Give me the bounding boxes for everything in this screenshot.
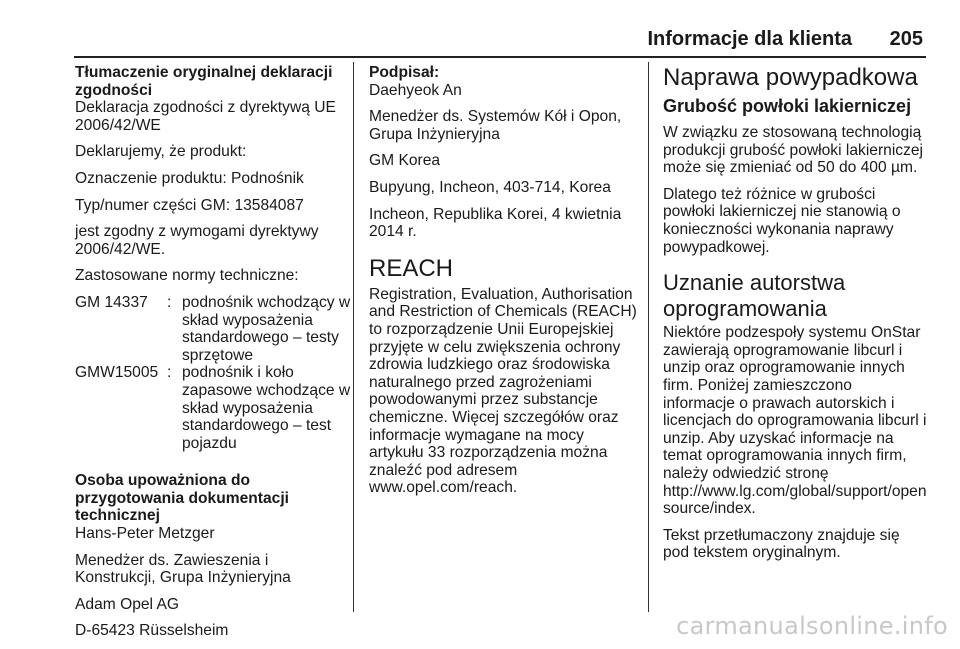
authorized-person-name: Hans-Peter Metzger [75, 525, 215, 543]
software-credits-text: Niektóre podzespoły systemu OnStar zawierają oprogramowanie libcurl i unzip oraz oprogramowanie innych firm. Poniżej zamieszczono informacje o prawach autorskich i licencjach do oprogramowania libcurl i unzip. Aby uzyskać informacje na temat oprogramowania innych firm, należy odwiedzić stronę http://www.lg.com/global/support/opensource/index. [663, 324, 927, 518]
norm-colon: : [167, 293, 172, 311]
column-divider-2 [648, 62, 649, 612]
page-header [0, 28, 960, 58]
header-rule [74, 56, 926, 58]
compliance-text: jest zgodny z wymogami dyrektywy 2006/42/WE. [75, 223, 319, 258]
authorized-person-role: Menedżer ds. Zawieszenia i Konstrukcji, Grupa Inżynieryjna [75, 551, 291, 587]
column-1 [75, 64, 351, 649]
software-credits-title: Uznanie autorstwa oprogramowania [663, 270, 846, 322]
watermark: carmanualsonline.info [676, 612, 948, 640]
norm-description: podnośnik wchodzący w skład wyposażenia standardowego – testy sprzętowe [182, 293, 351, 364]
company-name: Adam Opel AG [75, 595, 180, 613]
reach-title: REACH [369, 254, 454, 282]
declaration-directive: Deklaracja zgodności z dyrektywą UE 2006/42/WE [75, 99, 336, 134]
paint-thickness-text: W związku ze stosowaną technologią produkcji grubość powłoki lakierniczej może się zmieniać od 50 do 400 µm. [663, 124, 924, 177]
norm-description: podnośnik i koło zapasowe wchodzące w skład wyposażenia standardowego – test pojazdu [182, 364, 351, 452]
norm-code: GMW15005 [75, 364, 159, 382]
column-3 [663, 64, 928, 571]
norm-code: GM 14337 [75, 293, 148, 311]
company-address: D-65423 Rüsselsheim [75, 622, 229, 640]
signed-label: Podpisał: [369, 64, 440, 81]
translation-note: Tekst przetłumaczony znajduje się pod tekstem oryginalnym. [663, 526, 900, 562]
declaration-heading: Tłumaczenie oryginalnej deklaracji zgodności [75, 64, 333, 99]
norms-table [75, 294, 355, 452]
page-number: 205 [889, 28, 923, 50]
signer-address: Bupyung, Incheon, 403-714, Korea [369, 178, 611, 196]
applied-norms-label: Zastosowane normy techniczne: [75, 267, 299, 285]
repair-title: Naprawa powypadkowa [663, 64, 918, 91]
paint-thickness-subtitle: Grubość powłoki lakierniczej [663, 96, 912, 116]
reach-text: Registration, Evaluation, Authorisation and Restriction of Chemicals (REACH) to rozporządzenie Unii Europejskiej przyjęte w celu zwiększenia ochrony zdrowia ludzkiego oraz środowiska naturalnego przed zagrożeniami powodowanymi przez substancje chemiczne. Więcej szczegółów oraz informacje wymagane na mocy artykułu 33 rozporządzenia można znaleźć pod adresem www.opel.com/reach. [369, 285, 637, 497]
column-2 [369, 64, 639, 506]
part-number: Typ/numer części GM: 13584087 [75, 196, 304, 214]
norm-colon: : [167, 364, 172, 382]
authorized-person-heading: Osoba upoważniona do przygotowania dokumentacji technicznej [75, 472, 290, 525]
norm-row [75, 294, 355, 364]
signer-name: Daehyeok An [369, 81, 462, 99]
signer-role: Menedżer ds. Systemów Kół i Opon, Grupa Inżynieryjna [369, 108, 622, 143]
product-designation: Oznaczenie produktu: Podnośnik [75, 169, 304, 187]
norm-row [75, 364, 355, 452]
paint-difference-text: Dlatego też różnice w grubości powłoki lakierniczej nie stanowią o konieczności wykonania naprawy powypadkowej. [663, 185, 901, 256]
signer-company: GM Korea [369, 152, 441, 170]
declaration-statement: Deklarujemy, że produkt: [75, 143, 247, 161]
header-title: Informacje dla klienta [647, 28, 852, 50]
place-and-date: Incheon, Republika Korei, 4 kwietnia 2014 r. [369, 205, 622, 241]
